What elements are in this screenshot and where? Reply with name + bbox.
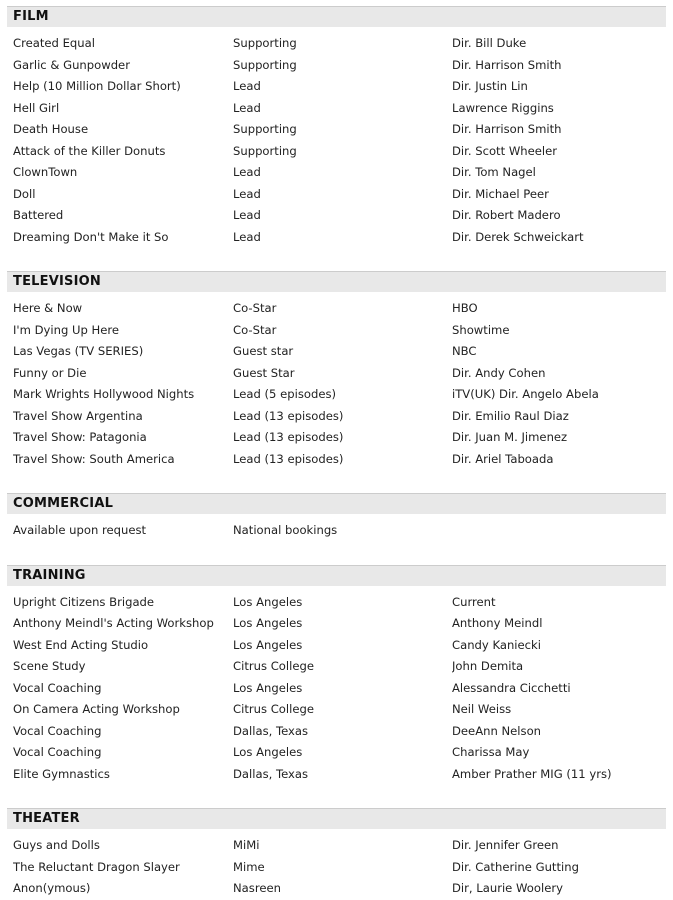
credit-director: Dir. Ariel Taboada bbox=[452, 451, 554, 466]
credit-director: iTV(UK) Dir. Angelo Abela bbox=[452, 387, 599, 401]
credit-title: Doll bbox=[13, 186, 36, 201]
credit-row bbox=[7, 520, 666, 542]
credit-director: Neil Weiss bbox=[452, 702, 512, 716]
credit-row bbox=[7, 384, 666, 406]
credit-director: Dir. Michael Peer bbox=[452, 186, 549, 201]
credit-row bbox=[7, 699, 666, 721]
credit-role: Co-Star bbox=[233, 322, 277, 337]
section-film bbox=[7, 6, 666, 248]
credit-role: Dallas, Texas bbox=[233, 723, 309, 738]
credit-director: Alessandra Cicchetti bbox=[452, 680, 571, 695]
credit-title: Las Vegas (TV SERIES) bbox=[13, 344, 144, 358]
credit-list bbox=[7, 829, 666, 900]
credit-director: Candy Kaniecki bbox=[452, 637, 541, 652]
credit-role: Lead (5 episodes) bbox=[233, 387, 337, 401]
credit-director: Dir. Emilio Raul Diaz bbox=[452, 408, 569, 423]
credit-row bbox=[7, 427, 666, 449]
credit-row bbox=[7, 341, 666, 363]
credit-director: Showtime bbox=[452, 322, 510, 337]
credit-row bbox=[7, 98, 666, 120]
section-training bbox=[7, 565, 666, 786]
credit-title: Mark Wrights Hollywood Nights bbox=[13, 387, 195, 401]
credit-director: Dir. Harrison Smith bbox=[452, 57, 562, 72]
section-header: TRAINING bbox=[7, 565, 666, 586]
credit-director: Dir. Catherine Gutting bbox=[452, 859, 579, 874]
credit-director: Dir. Juan M. Jimenez bbox=[452, 430, 568, 444]
credit-role: Guest Star bbox=[233, 365, 295, 380]
credit-director: Dir. Justin Lin bbox=[452, 79, 528, 93]
credit-title: Scene Study bbox=[13, 659, 86, 673]
credit-director: Dir. Harrison Smith bbox=[452, 122, 562, 136]
credit-director: NBC bbox=[452, 344, 477, 358]
credit-row bbox=[7, 678, 666, 700]
credit-director: Dir. Andy Cohen bbox=[452, 365, 546, 380]
credit-role: Mime bbox=[233, 859, 265, 874]
credit-role: Lead (13 episodes) bbox=[233, 408, 344, 423]
credit-row bbox=[7, 656, 666, 678]
credit-director: Current bbox=[452, 594, 496, 609]
credit-title: Attack of the Killer Donuts bbox=[13, 143, 166, 158]
credit-role: Guest star bbox=[233, 344, 294, 358]
credit-title: Elite Gymnastics bbox=[13, 766, 110, 781]
credit-title: Dreaming Don't Make it So bbox=[13, 229, 169, 244]
credit-title: On Camera Acting Workshop bbox=[13, 702, 180, 716]
credit-role: Lead bbox=[233, 186, 261, 201]
section-commercial bbox=[7, 493, 666, 542]
credit-director: HBO bbox=[452, 301, 478, 315]
credit-role: Lead bbox=[233, 79, 261, 93]
credit-role: Lead (13 episodes) bbox=[233, 451, 344, 466]
credit-director: John Demita bbox=[452, 659, 524, 673]
credit-row bbox=[7, 227, 666, 249]
credit-role: Nasreen bbox=[233, 881, 281, 895]
credit-role: Los Angeles bbox=[233, 594, 303, 609]
credit-list bbox=[7, 27, 666, 248]
section-spacer bbox=[7, 785, 666, 808]
credit-row bbox=[7, 363, 666, 385]
credit-title: Guys and Dolls bbox=[13, 838, 100, 852]
credit-row bbox=[7, 764, 666, 786]
credit-row bbox=[7, 406, 666, 428]
credit-director: Dir. Derek Schweickart bbox=[452, 229, 584, 244]
credit-title: West End Acting Studio bbox=[13, 637, 149, 652]
credit-row bbox=[7, 119, 666, 141]
credit-title: Battered bbox=[13, 208, 64, 222]
credit-role: Lead bbox=[233, 229, 261, 244]
credit-row bbox=[7, 162, 666, 184]
credit-row bbox=[7, 857, 666, 879]
credit-role: Dallas, Texas bbox=[233, 766, 309, 781]
credit-role: Los Angeles bbox=[233, 680, 303, 695]
credit-title: I'm Dying Up Here bbox=[13, 322, 120, 337]
credit-row bbox=[7, 449, 666, 471]
section-spacer bbox=[7, 248, 666, 271]
credit-row bbox=[7, 298, 666, 320]
credit-director: DeeAnn Nelson bbox=[452, 723, 542, 738]
credit-title: Help (10 Million Dollar Short) bbox=[13, 79, 181, 93]
section-spacer bbox=[7, 470, 666, 493]
credit-role: Lead (13 episodes) bbox=[233, 430, 344, 444]
credit-title: Here & Now bbox=[13, 301, 83, 315]
credit-title: Funny or Die bbox=[13, 365, 87, 380]
section-header: FILM bbox=[7, 6, 666, 27]
credit-role: Supporting bbox=[233, 122, 297, 136]
credit-role: Los Angeles bbox=[233, 616, 303, 630]
section-header: COMMERCIAL bbox=[7, 493, 666, 514]
credit-row bbox=[7, 320, 666, 342]
credit-title: Vocal Coaching bbox=[13, 680, 102, 695]
credit-row bbox=[7, 205, 666, 227]
credit-director: Amber Prather MIG (11 yrs) bbox=[452, 766, 612, 781]
credit-row bbox=[7, 635, 666, 657]
credit-title: Vocal Coaching bbox=[13, 745, 102, 759]
section-header: THEATER bbox=[7, 808, 666, 829]
credit-row bbox=[7, 33, 666, 55]
credit-role: Citrus College bbox=[233, 702, 314, 716]
credit-role: Lead bbox=[233, 165, 261, 179]
credit-row bbox=[7, 835, 666, 857]
credit-director: Dir. Robert Madero bbox=[452, 208, 561, 222]
credit-row bbox=[7, 878, 666, 900]
credit-role: Los Angeles bbox=[233, 745, 303, 759]
credit-director: Dir. Jennifer Green bbox=[452, 838, 559, 852]
credit-role: Co-Star bbox=[233, 301, 277, 315]
credit-role: Supporting bbox=[233, 36, 297, 50]
credit-title: Travel Show: Patagonia bbox=[13, 430, 147, 444]
credit-role: Citrus College bbox=[233, 659, 314, 673]
credit-role: Los Angeles bbox=[233, 637, 303, 652]
credit-title: Garlic & Gunpowder bbox=[13, 57, 130, 72]
credit-director: Dir. Tom Nagel bbox=[452, 165, 536, 179]
credit-row bbox=[7, 742, 666, 764]
credit-title: Travel Show Argentina bbox=[13, 408, 143, 423]
credit-director: Dir, Laurie Woolery bbox=[452, 881, 563, 895]
credit-title: Death House bbox=[13, 122, 89, 136]
credit-director: Dir. Scott Wheeler bbox=[452, 143, 558, 158]
resume-credits bbox=[7, 6, 666, 900]
credit-role: Supporting bbox=[233, 143, 297, 158]
credit-title: The Reluctant Dragon Slayer bbox=[13, 859, 180, 874]
credit-director: Charissa May bbox=[452, 745, 530, 759]
credit-list bbox=[7, 586, 666, 786]
credit-director: Dir. Bill Duke bbox=[452, 36, 527, 50]
credit-role: National bookings bbox=[233, 523, 338, 537]
credit-title: ClownTown bbox=[13, 165, 78, 179]
credit-row bbox=[7, 613, 666, 635]
credit-title: Upright Citizens Brigade bbox=[13, 594, 155, 609]
credit-list bbox=[7, 514, 666, 542]
credit-row bbox=[7, 721, 666, 743]
credit-title: Available upon request bbox=[13, 523, 147, 537]
credit-director: Lawrence Riggins bbox=[452, 100, 554, 115]
section-theater bbox=[7, 808, 666, 900]
credit-title: Created Equal bbox=[13, 36, 95, 50]
credit-role: Supporting bbox=[233, 57, 297, 72]
credit-title: Vocal Coaching bbox=[13, 723, 102, 738]
credit-role: MiMi bbox=[233, 838, 260, 852]
credit-row bbox=[7, 55, 666, 77]
section-header: TELEVISION bbox=[7, 271, 666, 292]
credit-role: Lead bbox=[233, 208, 261, 222]
credit-title: Travel Show: South America bbox=[13, 451, 175, 466]
credit-title: Hell Girl bbox=[13, 100, 60, 115]
credit-title: Anthony Meindl's Acting Workshop bbox=[13, 616, 214, 630]
credit-row bbox=[7, 76, 666, 98]
credit-row bbox=[7, 592, 666, 614]
section-spacer bbox=[7, 542, 666, 565]
credit-list bbox=[7, 292, 666, 470]
credit-row bbox=[7, 141, 666, 163]
section-television bbox=[7, 271, 666, 470]
credit-role: Lead bbox=[233, 100, 261, 115]
credit-row bbox=[7, 184, 666, 206]
credit-title: Anon(ymous) bbox=[13, 881, 91, 895]
credit-director: Anthony Meindl bbox=[452, 616, 543, 630]
